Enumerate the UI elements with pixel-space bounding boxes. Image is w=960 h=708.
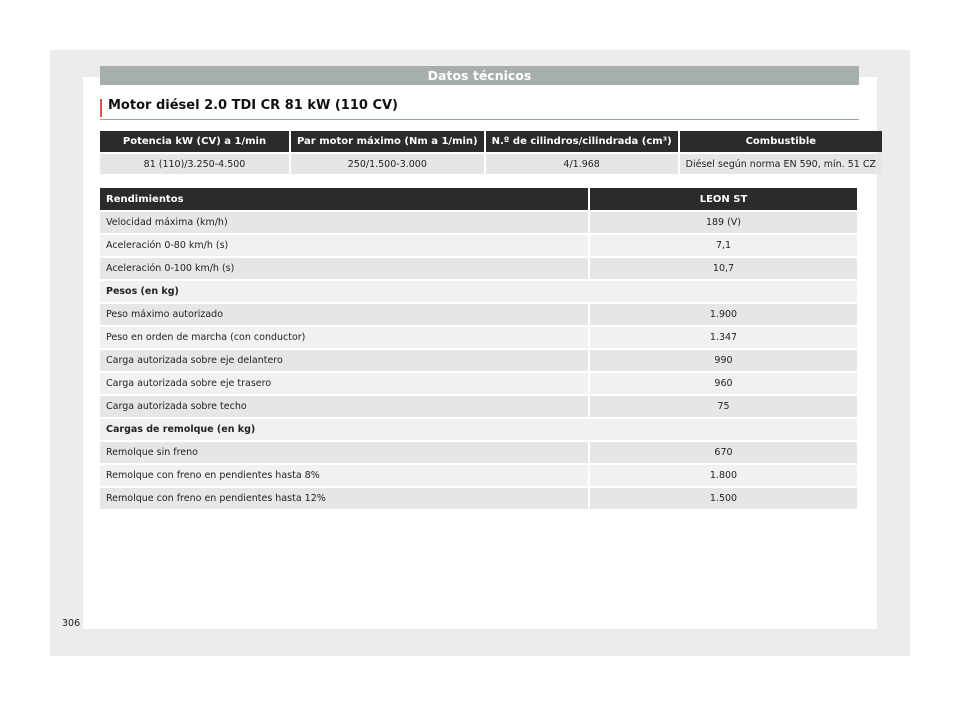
- engine-specs-table: [98, 129, 884, 176]
- table-row: [100, 488, 857, 509]
- cell-power: 81 (110)/3.250-4.500: [100, 154, 289, 174]
- title-accent: [100, 99, 102, 117]
- row-value: 10,7: [590, 258, 857, 279]
- row-value: 960: [590, 373, 857, 394]
- row-label: Velocidad máxima (km/h): [100, 212, 588, 233]
- table-row: [100, 465, 857, 486]
- table-row: [100, 304, 857, 325]
- row-value: 7,1: [590, 235, 857, 256]
- column-header-model: LEON ST: [590, 188, 857, 210]
- table-row: [100, 442, 857, 463]
- table-row: [100, 373, 857, 394]
- row-label: Carga autorizada sobre techo: [100, 396, 588, 417]
- row-label: Peso en orden de marcha (con conductor): [100, 327, 588, 348]
- row-value: 75: [590, 396, 857, 417]
- cell-cylinders: 4/1.968: [486, 154, 678, 174]
- column-header-rendimientos: Rendimientos: [100, 188, 588, 210]
- page-number: 306: [62, 618, 81, 629]
- row-label: Carga autorizada sobre eje trasero: [100, 373, 588, 394]
- row-value: 1.347: [590, 327, 857, 348]
- table-row: [100, 235, 857, 256]
- table-subheader-row: [100, 419, 857, 440]
- table-subheader-row: [100, 281, 857, 302]
- row-value: 1.800: [590, 465, 857, 486]
- row-value: 1.500: [590, 488, 857, 509]
- row-value: 990: [590, 350, 857, 371]
- performance-table: [98, 186, 859, 511]
- column-header-power: Potencia kW (CV) a 1/min: [100, 131, 289, 152]
- row-label: Remolque con freno en pendientes hasta 12%: [100, 488, 588, 509]
- title-underline: [100, 119, 859, 120]
- column-header-fuel: Combustible: [680, 131, 882, 152]
- row-value: 1.900: [590, 304, 857, 325]
- row-label: Carga autorizada sobre eje delantero: [100, 350, 588, 371]
- column-header-torque: Par motor máximo (Nm a 1/min): [291, 131, 484, 152]
- subheader-trailer-loads: Cargas de remolque (en kg): [100, 419, 857, 440]
- table-header-row: [100, 188, 857, 210]
- row-label: Peso máximo autorizado: [100, 304, 588, 325]
- table-row: [100, 212, 857, 233]
- column-header-cylinders: N.º de cilindros/cilindrada (cm³): [486, 131, 678, 152]
- table-row: [100, 396, 857, 417]
- row-value: 189 (V): [590, 212, 857, 233]
- table-row: [100, 327, 857, 348]
- row-label: Aceleración 0-80 km/h (s): [100, 235, 588, 256]
- section-title: Motor diésel 2.0 TDI CR 81 kW (110 CV): [108, 98, 398, 113]
- row-value: 670: [590, 442, 857, 463]
- section-header: Datos técnicos: [100, 66, 859, 85]
- row-label: Remolque sin freno: [100, 442, 588, 463]
- subheader-weights: Pesos (en kg): [100, 281, 857, 302]
- table-row: [100, 350, 857, 371]
- row-label: Remolque con freno en pendientes hasta 8%: [100, 465, 588, 486]
- table-row: [100, 258, 857, 279]
- cell-fuel: Diésel según norma EN 590, mín. 51 CZ: [680, 154, 882, 174]
- table-header-row: [100, 131, 882, 152]
- cell-torque: 250/1.500-3.000: [291, 154, 484, 174]
- table-row: [100, 154, 882, 174]
- row-label: Aceleración 0-100 km/h (s): [100, 258, 588, 279]
